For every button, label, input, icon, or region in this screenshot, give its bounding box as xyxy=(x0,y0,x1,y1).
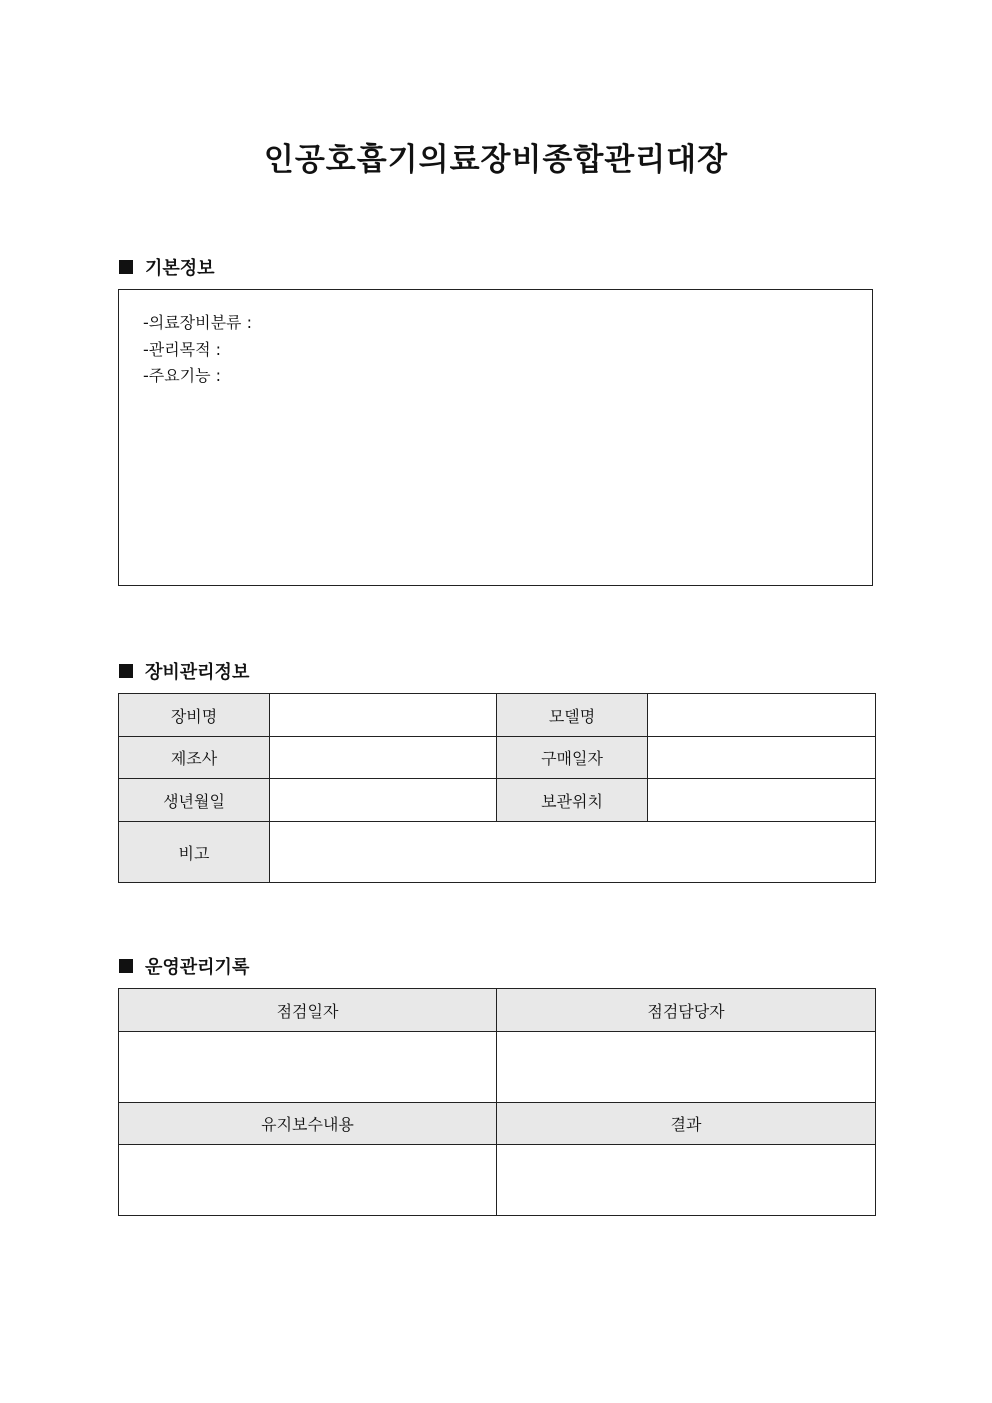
equipment-info-table xyxy=(118,693,876,883)
field-result[interactable] xyxy=(497,1145,876,1216)
table-row xyxy=(119,694,876,737)
field-remarks[interactable] xyxy=(270,822,876,883)
field-inspection-date[interactable] xyxy=(119,1032,497,1103)
table-row xyxy=(119,822,876,883)
section-heading-equipment-info xyxy=(119,658,249,684)
header-inspection-date: 점검일자 xyxy=(119,989,497,1032)
table-row xyxy=(119,1032,876,1103)
info-line-purpose: -관리목적 : xyxy=(143,339,222,359)
header-result: 결과 xyxy=(497,1103,876,1145)
label-remarks: 비고 xyxy=(119,822,270,883)
label-purchase-date: 구매일자 xyxy=(497,737,648,779)
label-storage-location: 보관위치 xyxy=(497,779,648,822)
section-heading-label: 기본정보 xyxy=(145,258,215,279)
field-maintenance-details[interactable] xyxy=(119,1145,497,1216)
header-inspector: 점검담당자 xyxy=(497,989,876,1032)
section-heading-label: 운영관리기록 xyxy=(145,957,250,978)
operation-log-table xyxy=(118,988,876,1216)
field-birth-date[interactable] xyxy=(270,779,497,822)
table-row xyxy=(119,989,876,1032)
header-maintenance-details: 유지보수내용 xyxy=(119,1103,497,1145)
label-model-name: 모델명 xyxy=(497,694,648,737)
field-manufacturer[interactable] xyxy=(270,737,497,779)
square-bullet-icon xyxy=(119,260,133,274)
field-inspector[interactable] xyxy=(497,1032,876,1103)
section-heading-label: 장비관리정보 xyxy=(145,662,250,683)
square-bullet-icon xyxy=(119,664,133,678)
document-title: 인공호흡기의료장비종합관리대장 xyxy=(263,142,729,178)
label-equipment-name: 장비명 xyxy=(119,694,270,737)
label-birth-date: 생년월일 xyxy=(119,779,270,822)
table-row xyxy=(119,779,876,822)
basic-info-box[interactable] xyxy=(118,289,873,586)
section-heading-operation-log xyxy=(119,953,249,979)
table-row xyxy=(119,1103,876,1145)
label-manufacturer: 제조사 xyxy=(119,737,270,779)
field-storage-location[interactable] xyxy=(648,779,876,822)
square-bullet-icon xyxy=(119,959,133,973)
field-equipment-name[interactable] xyxy=(270,694,497,737)
info-line-category: -의료장비분류 : xyxy=(143,313,252,332)
table-row xyxy=(119,1145,876,1216)
section-heading-basic-info xyxy=(119,254,215,280)
field-model-name[interactable] xyxy=(648,694,876,737)
info-line-function: -주요기능 : xyxy=(143,366,222,385)
field-purchase-date[interactable] xyxy=(648,737,876,779)
table-row xyxy=(119,737,876,779)
